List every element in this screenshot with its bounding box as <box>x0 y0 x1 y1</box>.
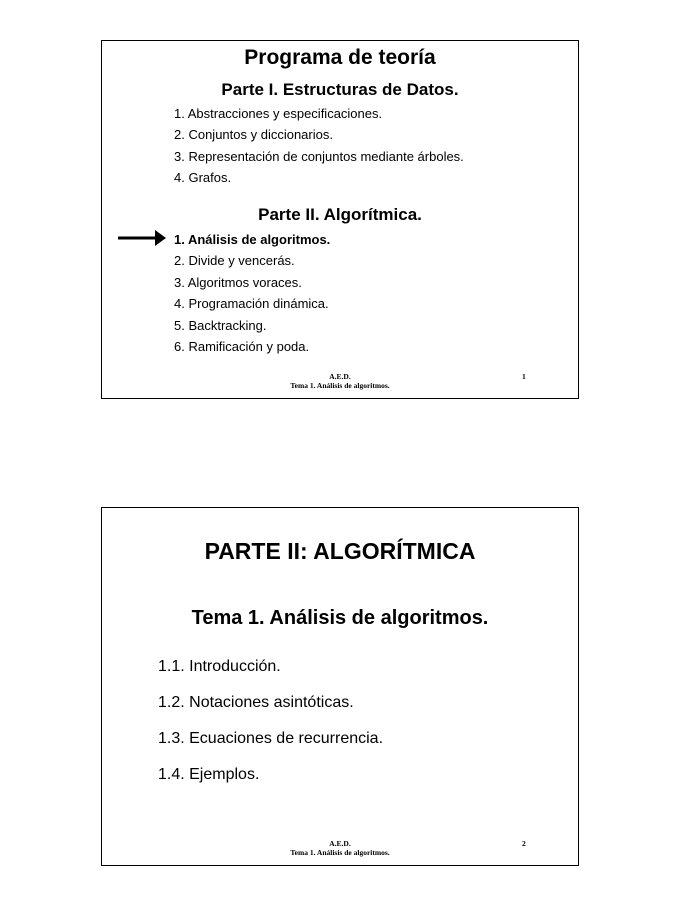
slide-2-footer <box>102 839 578 857</box>
topic-item: 1.3. Ecuaciones de recurrencia. <box>158 730 384 747</box>
part-2-item-current: 1. Análisis de algoritmos. <box>174 232 331 247</box>
footer-course: A.E.D. <box>329 372 351 381</box>
part-2-item: 4. Programación dinámica. <box>174 296 329 311</box>
part-1-item: 4. Grafos. <box>174 170 232 185</box>
part-2-item: 6. Ramificación y poda. <box>174 339 310 354</box>
part-2-item: 5. Backtracking. <box>174 318 267 333</box>
topic-item: 1.2. Notaciones asintóticas. <box>158 694 354 711</box>
right-arrow-icon <box>117 228 167 248</box>
part-1-item: 1. Abstracciones y especificaciones. <box>174 106 383 121</box>
footer-topic: Tema 1. Análisis de algoritmos. <box>290 848 390 857</box>
part-1-item: 2. Conjuntos y diccionarios. <box>174 127 333 142</box>
part-2-heading: Parte II. Algorítmica. <box>258 205 422 224</box>
part-2-item: 2. Divide y vencerás. <box>174 253 295 268</box>
topic-item: 1.1. Introducción. <box>158 658 281 675</box>
part-1-heading: Parte I. Estructuras de Datos. <box>221 80 459 99</box>
part-2-item: 3. Algoritmos voraces. <box>174 275 302 290</box>
footer-course: A.E.D. <box>329 839 351 848</box>
page-number: 2 <box>522 839 526 848</box>
slide-2-title: PARTE II: ALGORÍTMICA <box>204 538 476 564</box>
slide-1-title: Programa de teoría <box>244 46 436 69</box>
topic-item: 1.4. Ejemplos. <box>158 766 260 783</box>
page-number: 1 <box>522 372 526 381</box>
footer-topic: Tema 1. Análisis de algoritmos. <box>290 381 390 390</box>
slide-2 <box>101 507 579 866</box>
slide-2-subtitle: Tema 1. Análisis de algoritmos. <box>191 607 489 629</box>
part-1-item: 3. Representación de conjuntos mediante árboles. <box>174 149 464 164</box>
slide-1-footer <box>102 372 578 390</box>
slide-1 <box>101 40 579 399</box>
